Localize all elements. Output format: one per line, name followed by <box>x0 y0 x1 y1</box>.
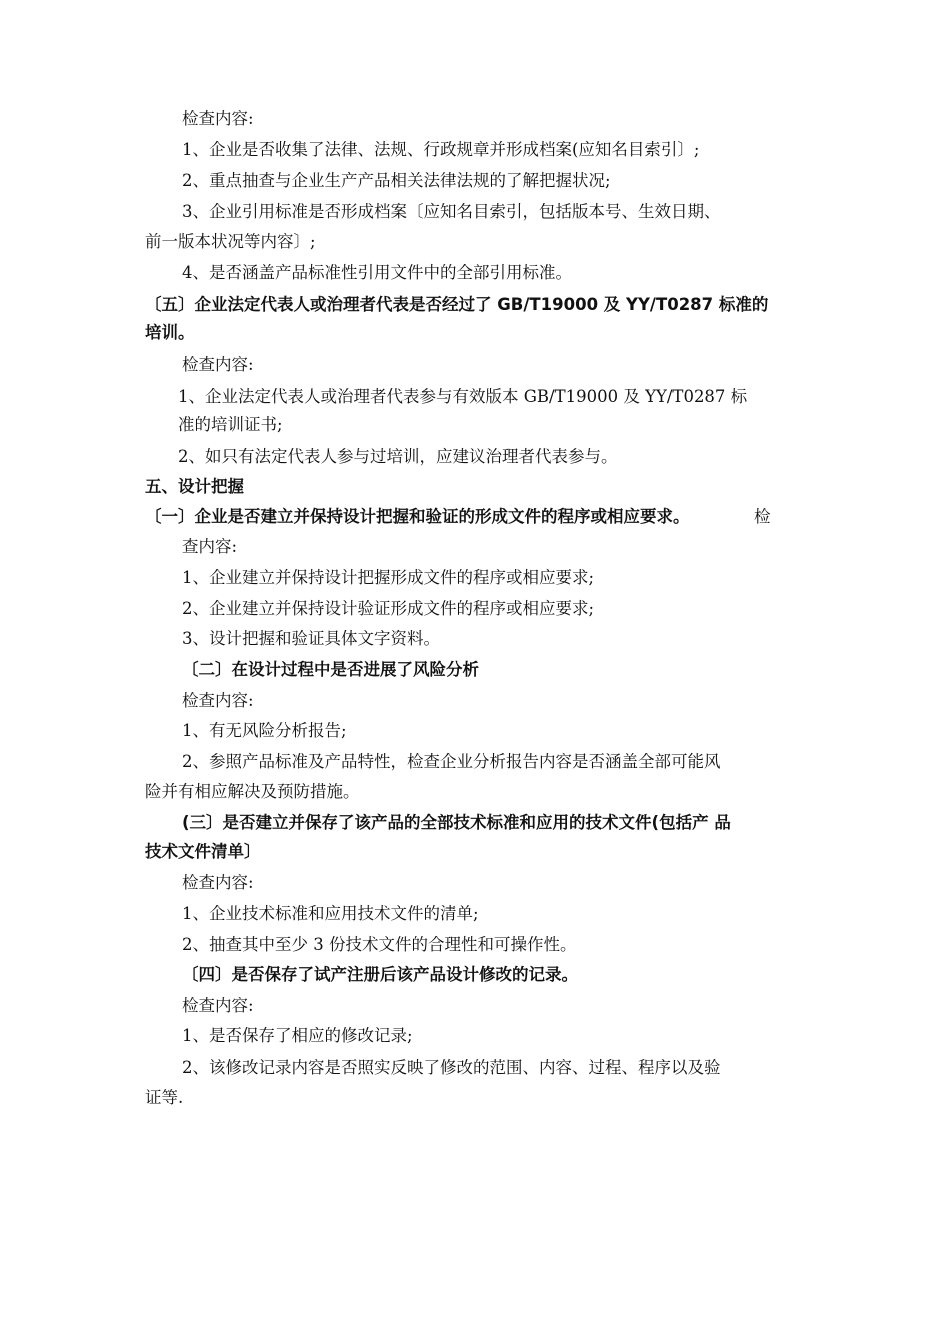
list-item: 3、设计把握和验证具体文字资料。 <box>182 629 440 648</box>
list-item: 1、企业是否收集了法律、法规、行政规章并形成档案(应知名目索引〕; <box>182 140 700 159</box>
chapter-heading: 五、设计把握 <box>145 477 244 496</box>
check-content-label: 检查内容: <box>182 355 254 374</box>
section-heading-continuation: 技术文件清单〕 <box>145 842 261 861</box>
list-item: 2、企业建立并保持设计验证形成文件的程序或相应要求; <box>182 599 595 618</box>
check-content-label: 查内容: <box>182 537 238 556</box>
list-item: 2、抽查其中至少 3 份技术文件的合理性和可操作性。 <box>182 935 577 954</box>
inline-text: 检 <box>754 507 771 526</box>
check-content-label: 检查内容: <box>182 996 254 1015</box>
list-item: 2、如只有法定代表人参与过培训，应建议治理者代表参与。 <box>178 447 618 466</box>
section-heading: 〔一〕企业是否建立并保持设计把握和验证的形成文件的程序或相应要求。 <box>145 507 690 526</box>
list-item: 1、有无风险分析报告; <box>182 721 347 740</box>
list-item: 2、参照产品标准及产品特性，检查企业分析报告内容是否涵盖全部可能风 <box>182 752 721 771</box>
check-content-label: 检查内容: <box>182 873 254 892</box>
list-item: 1、企业建立并保持设计把握形成文件的程序或相应要求; <box>182 568 595 587</box>
list-item: 2、该修改记录内容是否照实反映了修改的范围、内容、过程、程序以及验 <box>182 1058 721 1077</box>
check-content-label: 检查内容: <box>182 109 254 128</box>
list-item: 1、是否保存了相应的修改记录; <box>182 1026 413 1045</box>
check-content-label: 检查内容: <box>182 691 254 710</box>
list-item: 4、是否涵盖产品标准性引用文件中的全部引用标准。 <box>182 263 572 282</box>
list-item: 2、重点抽查与企业生产产品相关法律法规的了解把握状况; <box>182 171 611 190</box>
list-item: 3、企业引用标准是否形成档案〔应知名目索引，包括版本号、生效日期、 <box>182 202 721 221</box>
section-heading: 〔五〕企业法定代表人或治理者代表是否经过了 GB/T19000 及 YY/T0287 标准的 <box>145 295 769 314</box>
list-item: 1、企业法定代表人或治理者代表参与有效版本 GB/T19000 及 YY/T0287 标 <box>178 387 748 406</box>
list-item: 1、企业技术标准和应用技术文件的清单; <box>182 904 479 923</box>
section-heading-continuation: 培训。 <box>145 323 195 342</box>
section-heading: (三〕是否建立并保存了该产品的全部技术标准和应用的技术文件(包括产 品 <box>182 813 731 832</box>
list-item-continuation: 准的培训证书; <box>178 415 283 434</box>
section-heading: 〔二〕在设计过程中是否进展了风险分析 <box>182 660 479 679</box>
section-heading: 〔四〕是否保存了试产注册后该产品设计修改的记录。 <box>182 965 578 984</box>
list-item-continuation: 险并有相应解决及预防措施。 <box>145 782 360 801</box>
list-item-continuation: 前一版本状况等内容〕; <box>145 232 316 251</box>
list-item-continuation: 证等. <box>145 1088 184 1107</box>
